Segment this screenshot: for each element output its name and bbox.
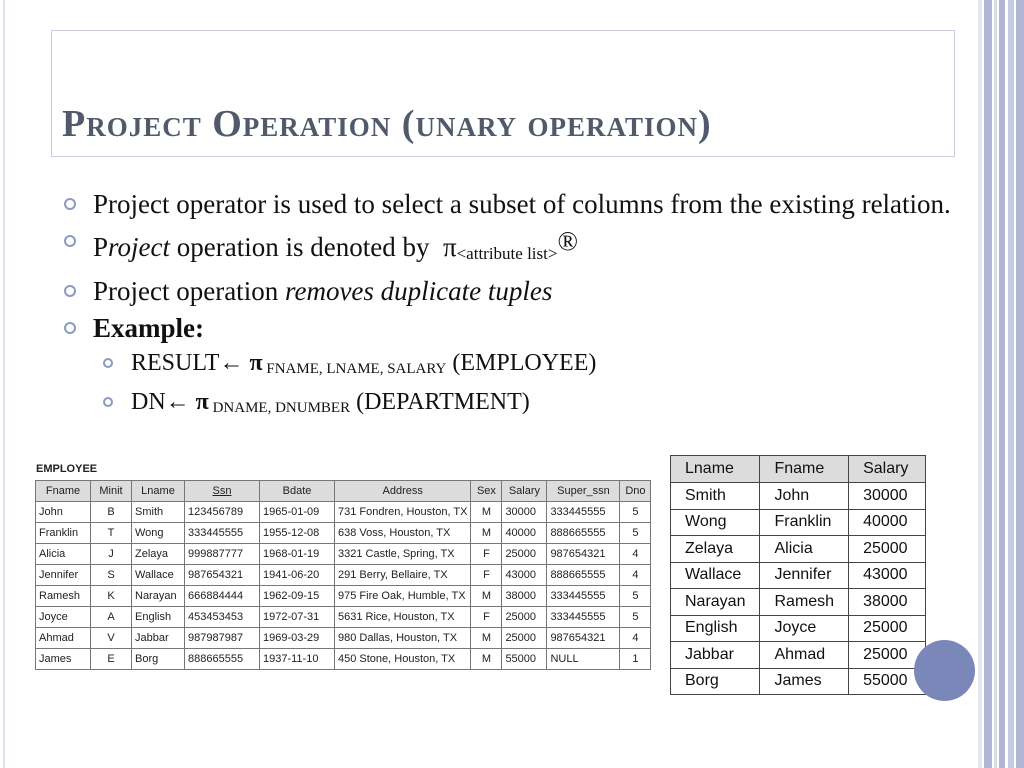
table-cell: Joyce — [760, 615, 849, 642]
table-row — [36, 586, 651, 607]
table-cell: Joyce — [36, 607, 91, 628]
table-cell: 453453453 — [185, 607, 260, 628]
table-row — [36, 544, 651, 565]
sub-bullet-item — [62, 347, 962, 386]
table-cell: Wallace — [671, 562, 760, 589]
table-cell: 987654321 — [185, 565, 260, 586]
bullet-circle-icon — [64, 235, 76, 247]
table-cell: 40000 — [849, 509, 926, 536]
pi-subscript: DNAME, DNUMBER — [208, 400, 351, 416]
table-row — [671, 536, 926, 563]
table-cell: M — [471, 502, 502, 523]
table-cell: 1941-06-20 — [260, 565, 335, 586]
decor-stripe — [994, 0, 997, 768]
result-table — [670, 455, 926, 695]
table-cell: English — [671, 615, 760, 642]
table-cell: James — [36, 649, 91, 670]
employee-table-caption: EMPLOYEE — [36, 463, 98, 475]
table-cell: B — [91, 502, 132, 523]
table-cell: 55000 — [502, 649, 547, 670]
column-header: Bdate — [260, 481, 335, 502]
table-cell: Alicia — [36, 544, 91, 565]
column-header: Salary — [849, 456, 926, 483]
bullet-text: P — [93, 232, 109, 262]
decor-stripe — [984, 0, 992, 768]
table-cell: E — [91, 649, 132, 670]
table-cell: Zelaya — [671, 536, 760, 563]
column-header: Salary — [502, 481, 547, 502]
slide-title: Project Operation (unary operation) — [62, 103, 712, 145]
table-cell: 1937-11-10 — [260, 649, 335, 670]
bullet-text-bold: Example: — [93, 313, 204, 343]
table-row — [36, 523, 651, 544]
expression-text: DN← — [131, 389, 196, 415]
table-cell: 25000 — [849, 615, 926, 642]
table-row — [671, 483, 926, 510]
table-cell: 43000 — [502, 565, 547, 586]
table-cell: NULL — [547, 649, 620, 670]
expression-text: RESULT← — [131, 350, 250, 376]
table-cell: James — [760, 668, 849, 695]
table-cell: Ahmad — [36, 628, 91, 649]
table-cell: John — [36, 502, 91, 523]
table-cell: 987654321 — [547, 544, 620, 565]
table-cell: 450 Stone, Houston, TX — [335, 649, 471, 670]
table-cell: 5 — [620, 607, 651, 628]
table-cell: 30000 — [849, 483, 926, 510]
table-cell: 4 — [620, 628, 651, 649]
bullet-list — [62, 186, 962, 425]
table-cell: F — [471, 565, 502, 586]
table-cell: 123456789 — [185, 502, 260, 523]
table-cell: 38000 — [849, 589, 926, 616]
table-cell: 638 Voss, Houston, TX — [335, 523, 471, 544]
table-header-row — [36, 481, 651, 502]
table-cell: Franklin — [36, 523, 91, 544]
bullet-item — [62, 310, 962, 346]
table-cell: 5 — [620, 586, 651, 607]
table-row — [36, 649, 651, 670]
table-cell: 975 Fire Oak, Humble, TX — [335, 586, 471, 607]
table-cell: 1972-07-31 — [260, 607, 335, 628]
pi-subscript: <attribute list> — [456, 244, 558, 263]
table-cell: Zelaya — [132, 544, 185, 565]
employee-table — [35, 480, 651, 670]
table-row — [671, 589, 926, 616]
bullet-text: Project operator is used to select a subset of columns from the existing relation. — [93, 189, 951, 219]
bullet-circle-icon — [103, 397, 113, 407]
column-header: Lname — [132, 481, 185, 502]
pi-subscript: FNAME, LNAME, SALARY — [262, 361, 447, 377]
table-row — [671, 668, 926, 695]
bullet-item — [62, 273, 962, 309]
table-cell: M — [471, 628, 502, 649]
table-cell: 987654321 — [547, 628, 620, 649]
bullet-text: Project operation — [93, 276, 285, 306]
expression-text: (DEPARTMENT) — [350, 389, 530, 415]
table-row — [671, 615, 926, 642]
table-cell: Jennifer — [36, 565, 91, 586]
table-cell: 5 — [620, 502, 651, 523]
column-header: Super_ssn — [547, 481, 620, 502]
table-cell: Ramesh — [760, 589, 849, 616]
pi-symbol: π — [195, 389, 209, 415]
table-cell: 1968-01-19 — [260, 544, 335, 565]
bullet-text: operation is denoted by π — [170, 232, 457, 262]
column-header: Minit — [91, 481, 132, 502]
table-cell: J — [91, 544, 132, 565]
table-cell: K — [91, 586, 132, 607]
table-cell: M — [471, 649, 502, 670]
table-cell: 38000 — [502, 586, 547, 607]
table-cell: Franklin — [760, 509, 849, 536]
table-row — [36, 607, 651, 628]
table-cell: M — [471, 523, 502, 544]
table-cell: 333445555 — [547, 607, 620, 628]
table-cell: Smith — [671, 483, 760, 510]
table-row — [36, 628, 651, 649]
table-cell: 3321 Castle, Spring, TX — [335, 544, 471, 565]
table-row — [36, 565, 651, 586]
bullet-item — [62, 223, 962, 272]
table-cell: 25000 — [502, 544, 547, 565]
column-header: Sex — [471, 481, 502, 502]
bullet-circle-icon — [64, 285, 76, 297]
pi-symbol: π — [249, 350, 263, 376]
table-cell: 731 Fondren, Houston, TX — [335, 502, 471, 523]
table-cell: 4 — [620, 544, 651, 565]
table-cell: 4 — [620, 565, 651, 586]
table-cell: 25000 — [849, 536, 926, 563]
table-cell: 1965-01-09 — [260, 502, 335, 523]
decor-stripe — [1008, 0, 1014, 768]
bullet-item — [62, 186, 962, 222]
table-cell: 333445555 — [547, 586, 620, 607]
table-cell: Alicia — [760, 536, 849, 563]
table-cell: 1962-09-15 — [260, 586, 335, 607]
table-cell: John — [760, 483, 849, 510]
table-cell: 43000 — [849, 562, 926, 589]
table-cell: Smith — [132, 502, 185, 523]
decor-stripe — [999, 0, 1005, 768]
table-cell: 888665555 — [547, 565, 620, 586]
column-header: Address — [335, 481, 471, 502]
bullet-text-italic: removes duplicate tuples — [284, 276, 553, 306]
left-edge-line — [3, 0, 5, 768]
table-cell: Narayan — [132, 586, 185, 607]
table-cell: 980 Dallas, Houston, TX — [335, 628, 471, 649]
table-cell: 5 — [620, 523, 651, 544]
table-cell: 55000 — [849, 668, 926, 695]
table-cell: 25000 — [849, 642, 926, 669]
table-cell: 40000 — [502, 523, 547, 544]
table-cell: A — [91, 607, 132, 628]
table-cell: Narayan — [671, 589, 760, 616]
table-cell: Wallace — [132, 565, 185, 586]
table-cell: Jabbar — [671, 642, 760, 669]
table-cell: M — [471, 586, 502, 607]
table-cell: Jabbar — [132, 628, 185, 649]
table-cell: 5631 Rice, Houston, TX — [335, 607, 471, 628]
decor-stripe — [978, 0, 982, 768]
table-row — [671, 509, 926, 536]
table-cell: V — [91, 628, 132, 649]
table-cell: Borg — [132, 649, 185, 670]
table-row — [36, 502, 651, 523]
table-cell: 291 Berry, Bellaire, TX — [335, 565, 471, 586]
table-cell: T — [91, 523, 132, 544]
sub-bullet-item — [62, 386, 962, 425]
table-row — [671, 642, 926, 669]
table-cell: Borg — [671, 668, 760, 695]
table-cell: 987987987 — [185, 628, 260, 649]
table-cell: 25000 — [502, 628, 547, 649]
decor-stripe — [1016, 0, 1024, 768]
table-cell: 333445555 — [547, 502, 620, 523]
table-header-row — [671, 456, 926, 483]
bullet-circle-icon — [103, 358, 113, 368]
table-cell: Ramesh — [36, 586, 91, 607]
table-cell: 1955-12-08 — [260, 523, 335, 544]
bullet-circle-icon — [64, 322, 76, 334]
table-cell: F — [471, 607, 502, 628]
column-header: Lname — [671, 456, 760, 483]
table-cell: Ahmad — [760, 642, 849, 669]
table-cell: 25000 — [502, 607, 547, 628]
table-cell: 999887777 — [185, 544, 260, 565]
table-cell: Jennifer — [760, 562, 849, 589]
table-cell: 1 — [620, 649, 651, 670]
bullet-circle-icon — [64, 198, 76, 210]
table-cell: 333445555 — [185, 523, 260, 544]
column-header: Ssn — [185, 481, 260, 502]
decor-circle — [914, 640, 975, 701]
registered-symbol: ® — [557, 226, 578, 256]
table-cell: 666884444 — [185, 586, 260, 607]
bullet-text-italic: roject — [108, 232, 171, 262]
table-row — [671, 562, 926, 589]
table-cell: S — [91, 565, 132, 586]
table-cell: English — [132, 607, 185, 628]
column-header: Dno — [620, 481, 651, 502]
table-cell: 888665555 — [547, 523, 620, 544]
expression-text: (EMPLOYEE) — [446, 350, 597, 376]
column-header: Fname — [36, 481, 91, 502]
table-cell: F — [471, 544, 502, 565]
table-cell: 1969-03-29 — [260, 628, 335, 649]
table-cell: Wong — [671, 509, 760, 536]
table-cell: Wong — [132, 523, 185, 544]
column-header: Fname — [760, 456, 849, 483]
table-cell: 30000 — [502, 502, 547, 523]
table-cell: 888665555 — [185, 649, 260, 670]
